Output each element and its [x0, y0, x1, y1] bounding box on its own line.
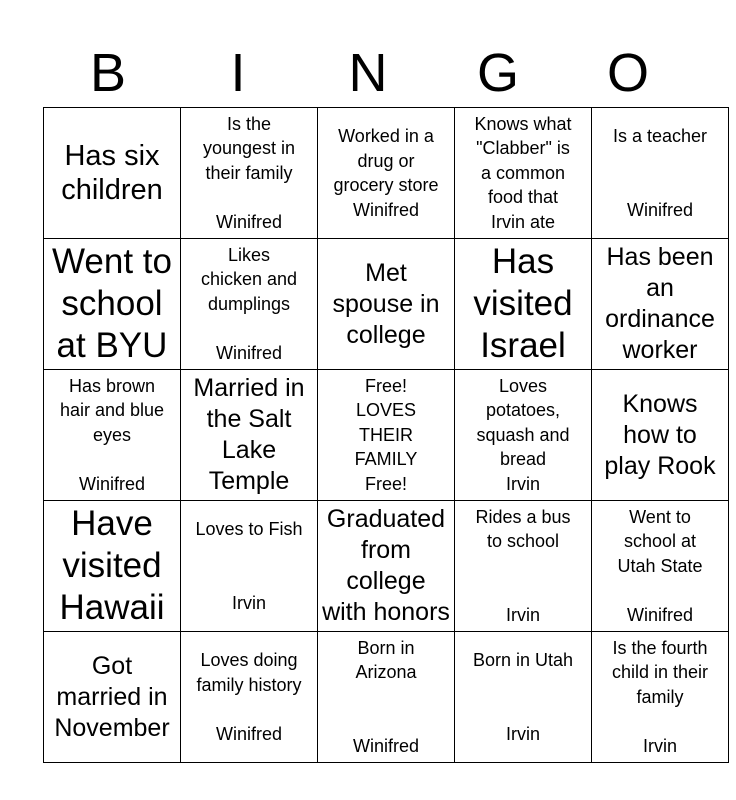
- bingo-cell[interactable]: [318, 501, 455, 632]
- bingo-cell[interactable]: [44, 370, 181, 501]
- bingo-cell[interactable]: [181, 108, 318, 239]
- cell-text: Have visited Hawaii: [59, 504, 165, 627]
- board-row: [44, 239, 729, 370]
- bingo-cell[interactable]: [592, 501, 729, 632]
- bingo-cell[interactable]: [44, 239, 181, 370]
- bingo-cell[interactable]: [318, 108, 455, 239]
- bingo-board: [43, 107, 729, 763]
- board-row: [44, 632, 729, 763]
- cell-text: Is a teacher Winifred: [612, 126, 708, 220]
- bingo-cell[interactable]: [455, 632, 592, 763]
- bingo-cell[interactable]: [44, 501, 181, 632]
- free-space-cell[interactable]: [318, 370, 455, 501]
- bingo-cell[interactable]: [44, 632, 181, 763]
- header-letter-g: G: [476, 43, 519, 103]
- cell-text: Knows what "Clabber" is a common food that Irvin ate: [474, 113, 572, 232]
- cell-text: Has been an ordinance worker: [605, 243, 715, 364]
- bingo-cell[interactable]: [592, 632, 729, 763]
- cell-text: Loves doing family history Winifred: [196, 650, 302, 744]
- bingo-cell[interactable]: [181, 501, 318, 632]
- cell-text: Is the youngest in their family Winifred: [202, 113, 296, 232]
- cell-text: Got married in November: [54, 651, 170, 742]
- cell-text: Married in the Salt Lake Temple: [193, 374, 305, 495]
- bingo-cell[interactable]: [318, 239, 455, 370]
- bingo-cell[interactable]: [592, 370, 729, 501]
- cell-text: Free! LOVES THEIR FAMILY Free!: [354, 375, 418, 494]
- header-letter-n: N: [348, 43, 388, 103]
- cell-text: Loves to Fish Irvin: [195, 519, 303, 613]
- cell-text: Has visited Israel: [473, 242, 573, 365]
- cell-text: Born in Utah Irvin: [472, 650, 574, 744]
- header-letter-i: I: [230, 43, 246, 103]
- cell-text: Has six children: [61, 140, 163, 206]
- bingo-cell[interactable]: [455, 501, 592, 632]
- cell-text: Went to school at BYU: [52, 242, 172, 365]
- cell-text: Met spouse in college: [332, 258, 440, 349]
- bingo-cell[interactable]: [592, 239, 729, 370]
- board-row: [44, 108, 729, 239]
- bingo-cell[interactable]: [455, 108, 592, 239]
- bingo-cell[interactable]: [318, 632, 455, 763]
- bingo-cell[interactable]: [455, 370, 592, 501]
- bingo-cell[interactable]: [181, 239, 318, 370]
- bingo-cell[interactable]: [181, 370, 318, 501]
- header-letter-b: B: [89, 43, 127, 103]
- header-letter-o: O: [606, 43, 649, 103]
- cell-text: Knows how to play Rook: [604, 389, 716, 480]
- bingo-cell[interactable]: [592, 108, 729, 239]
- bingo-cell[interactable]: [455, 239, 592, 370]
- cell-text: Went to school at Utah State Winifred: [617, 506, 703, 625]
- cell-text: Rides a bus to school Irvin: [475, 506, 571, 625]
- cell-text: Worked in a drug or grocery store Winifred: [333, 126, 439, 220]
- cell-text: Loves potatoes, squash and bread Irvin: [476, 375, 570, 494]
- bingo-cell[interactable]: [181, 632, 318, 763]
- cell-text: Has brown hair and blue eyes Winifred: [59, 375, 165, 494]
- cell-text: Born in Arizona Winifred: [352, 637, 419, 756]
- bingo-header: [43, 40, 693, 106]
- cell-text: Graduated from college with honors: [322, 505, 450, 626]
- board-row: [44, 501, 729, 632]
- cell-text: Likes chicken and dumplings Winifred: [200, 244, 298, 363]
- cell-text: Is the fourth child in their family Irvin: [611, 637, 709, 756]
- board-row: [44, 370, 729, 501]
- bingo-cell[interactable]: [44, 108, 181, 239]
